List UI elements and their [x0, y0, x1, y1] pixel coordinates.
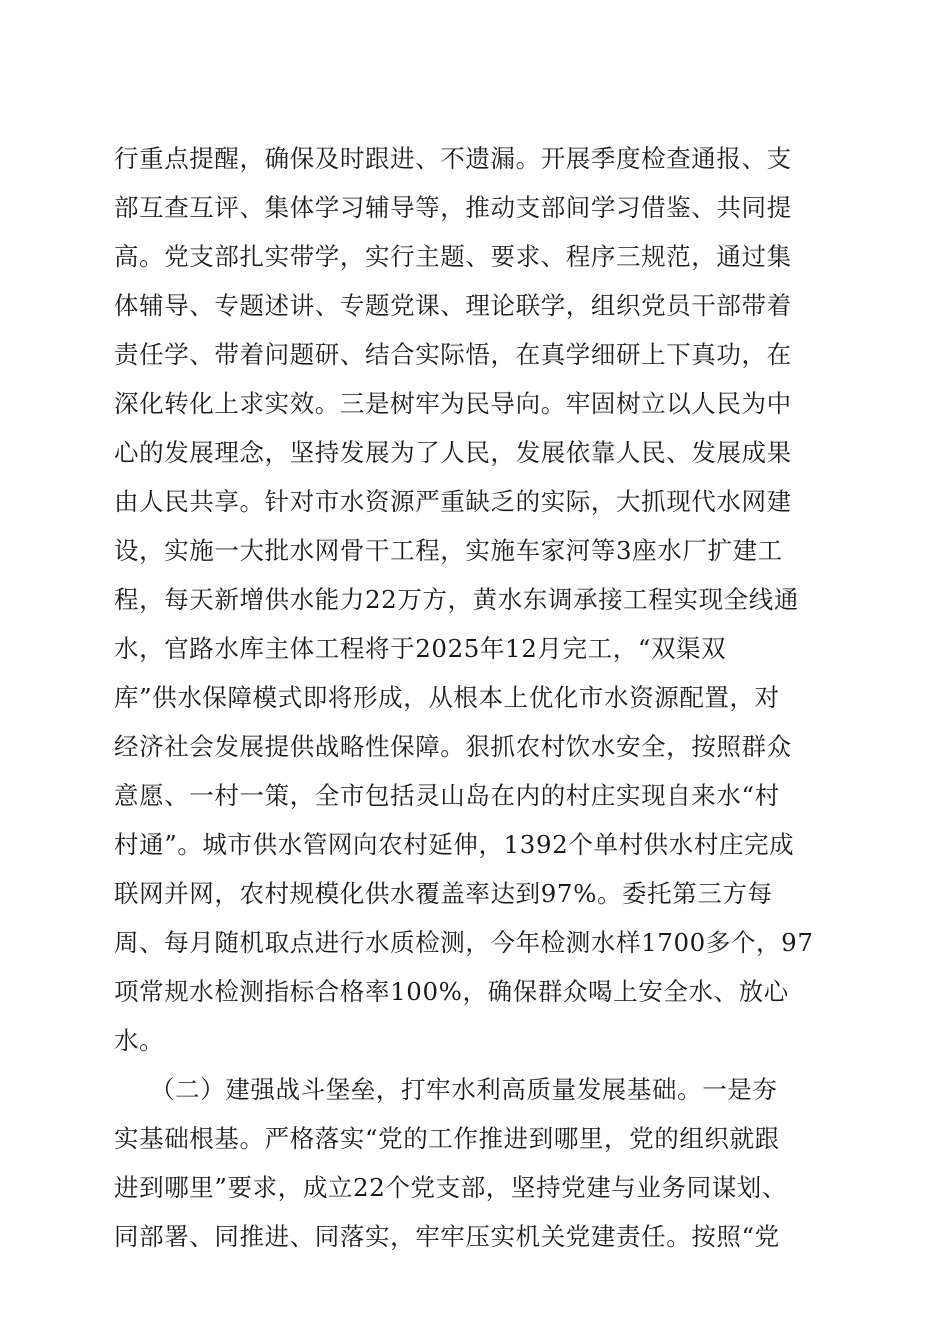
text-line: 责任学、带着问题研、结合实际悟，在真学细研上下真功，在: [114, 340, 792, 369]
text-line: 联网并网，农村规模化供水覆盖率达到97%。委托第三方每: [114, 879, 773, 908]
text-line: 心的发展理念，坚持发展为了人民，发展依靠人民、发展成果: [114, 438, 792, 467]
text-line: 深化转化上求实效。三是树牢为民导向。牢固树立以人民为中: [114, 389, 792, 418]
text-line: 意愿、一村一策，全市包括灵山岛在内的村庄实现自来水“村: [114, 781, 780, 810]
text-line: 体辅导、专题述讲、专题党课、理论联学，组织党员干部带着: [114, 291, 792, 320]
section-heading-line: （二）建强战斗堡垒，打牢水利高质量发展基础。一是夯: [150, 1075, 778, 1104]
text-line: 由人民共享。针对市水资源严重缺乏的实际，大抓现代水网建: [114, 487, 792, 516]
text-line: 同部署、同推进、同落实，牢牢压实机关党建责任。按照“党: [114, 1222, 780, 1251]
text-line: 部互查互评、集体学习辅导等，推动支部间学习借鉴、共同提: [114, 193, 792, 222]
text-line: 经济社会发展提供战略性保障。狠抓农村饮水安全，按照群众: [114, 732, 792, 761]
text-line: 实基础根基。严格落实“党的工作推进到哪里，党的组织就跟: [114, 1124, 780, 1153]
text-line: 行重点提醒，确保及时跟进、不遗漏。开展季度检查通报、支: [114, 144, 792, 173]
text-line: 水。: [114, 1026, 165, 1055]
text-line: 库”供水保障模式即将形成，从根本上优化市水资源配置，对: [114, 683, 780, 712]
text-line: 水，官路水库主体工程将于2025年12月完工，“双渠双: [114, 634, 727, 663]
text-line: 设，实施一大批水网骨干工程，实施车家河等3座水厂扩建工: [114, 536, 783, 565]
text-line: 村通”。城市供水管网向农村延伸，1392个单村供水村庄完成: [114, 830, 795, 859]
text-line: 周、每月随机取点进行水质检测，今年检测水样1700多个，97: [114, 928, 814, 957]
text-line: 程，每天新增供水能力22万方，黄水东调承接工程实现全线通: [114, 585, 799, 614]
text-line: 进到哪里”要求，成立22个党支部，坚持党建与业务同谋划、: [114, 1173, 787, 1202]
text-line: 高。党支部扎实带学，实行主题、要求、程序三规范，通过集: [114, 242, 792, 271]
text-line: 项常规水检测指标合格率100%，确保群众喝上安全水、放心: [114, 977, 789, 1006]
